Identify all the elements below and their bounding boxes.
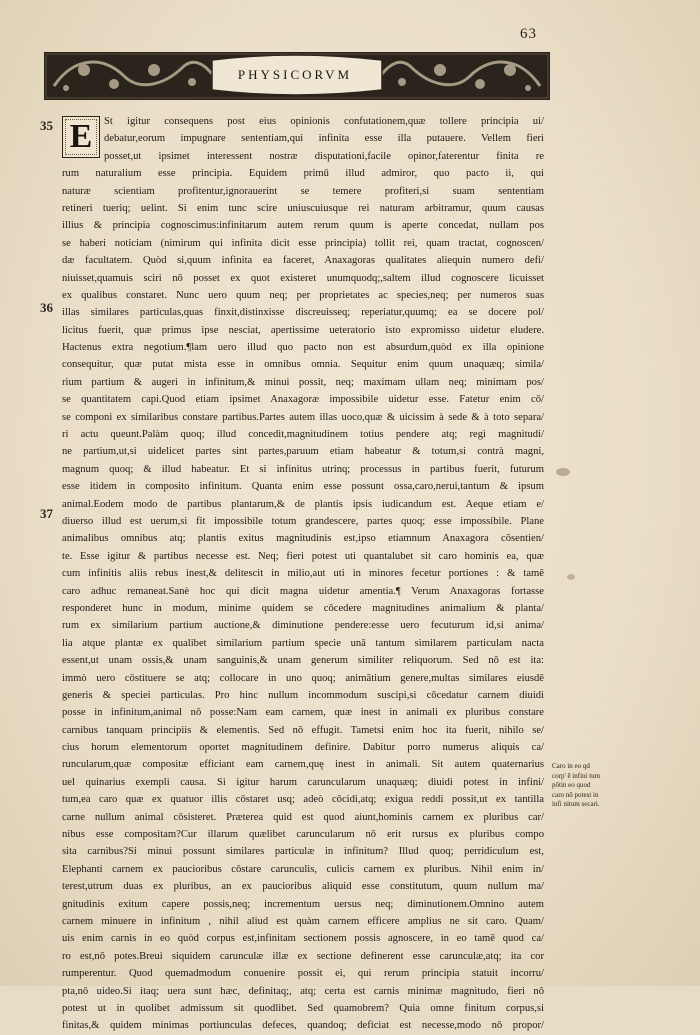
text-line: carnibus tanquam principiis & elementis. Sed nō effugit. Tametsi enim hoc ita fuerit, nihilo se/ [62,724,544,736]
text-line: tum,ea caro quæ ex quatuor illis cōstaret usq; adeò cōcidi,atq; exigua reddi possit,ut ex tantilla [62,794,544,806]
text-line: naturæ scientiam profitentur,ignorauerint se temere profiteri,si suam sententiam [62,185,544,197]
text-line: pta,nō uideo.Si itaq; uera sunt hæc, definitaq;, atq; certa est carnis minimæ magnitudo, fieri nō [62,985,544,997]
text-line: ne partium,ut,si uidelicet partes sint partes,paruum etiam habeatur & totum,si contrà magni, [62,446,544,458]
text-line: St igitur consequens post eius opinionis confutationem,quæ tollere principia ui/ [104,116,544,127]
text-line: gnitudinis exitum capere possis,neq; incrementum uersus neq; diminutionem.Omnino autem [62,898,544,910]
text-line: niuisset,quamuis sciri nō posset ex quot existeret unumquodq;,saltem illud cognoscere licuisset [62,272,544,284]
text-line: carnem minuere in infinitum , nihil aliud est quàm carnem efficere amplius ne sit caro. Quam/ [62,915,544,927]
text-line: magnum quoq; & illud habeatur. Et si infinitus utrinq; processus in partibus fuerit, futurum [62,463,544,475]
text-line: animal.Eodem modo de partibus plantarum,& de plantis ipsis iudicandum est. Aeque etiam e/ [62,498,544,510]
text-line: ro est,nō potes.Breui siquidem carunculæ illæ ex sectione definerent esse carunculæ,atq; ita cor [62,950,544,962]
ornamental-header-band [44,46,550,106]
text-line: illas similares particulas,quas finxit,distinxisse discreuisseq; reperiatur,quumq; ea se docere pol/ [62,307,544,319]
marginal-note: Caro in eo qd corp' ê infini tum pōtin eo quod caro nō potest in infi nitum secari. [552,762,601,808]
text-line: uel quinarius exempli causa. Si igitur harum caruncularum unaquæq; diuidi potest in infini/ [62,776,544,788]
paper-stain [556,468,570,476]
text-line: debatur,eorum impugnare sententiam,qui infinita esse illa putauere. Vellem fieri [104,133,544,145]
text-line: ri actu queunt.Palàm quoq; illud concedit,magnitudinem totius pendere atq; regi magnitudi/ [62,429,544,441]
text-line: potest ut in quolibet admissum sit quodlibet. Sed quamobrem? Quia omne finitum corpus,si [62,1002,544,1014]
text-line: rum naturalium esse principia. Equidem primū illud admiror, quo pacto ii, qui [62,168,544,180]
text-line: rumperentur. Quod quemadmodum conuenire possit ei, qui rerum principia statuit incorru/ [62,968,544,980]
text-line: posset,ut ipsimet interessent nostræ disputationi,facile opinor,faterentur finita re [104,150,544,162]
running-header-title: PHYSICORVM [237,67,353,82]
page-number: 63 [520,26,537,42]
text-line: nibus esse compositam?Cur illarum quælibet caruncularum nō erit rursus ex pluribus compo [62,829,544,841]
text-line: retineri tueriq; uelint. Si enim tunc scire uniuscuiusque rei naturam arbitramur, quum causas [62,202,544,214]
text-line: carne nullum animal cōsisteret. Præterea quid est quod aiunt,hominis carnem ex pluribus car/ [62,811,544,823]
margin-section-number: 37 [40,506,53,521]
text-line: se quantitatem capi.Quod etiam ipsimet Anaxagoræ impossibile uidetur esse. Fatetur enim cō/ [62,394,544,406]
paper-stain [567,574,575,580]
text-line: caro adhuc remaneat.Sanè hoc qui dicit magna uidetur amentia.¶ Verum Anaxagoras fortasse [62,585,544,597]
margin-section-number: 35 [40,118,53,133]
text-line: consequitur, quæ putat mista esse in omnibus omnia. Sequitur enim quum unaquæq; simila/ [62,359,544,371]
text-line: ex qualibus constaret. Nunc uero quum neq; per proprietates ac species,neq; per numeros suas [62,289,544,301]
text-line: rum ex similarium partium auctione,& diminutione pendere:esse uero fecuturum id,si anima/ [62,620,544,632]
text-line: esse itidem in composito infinitum. Quanta enim esse possunt ossa,caro,nerui,tantum & ipsum [62,481,544,493]
text-line: Hactenus extra negotium.¶lam uero illud quo pacto non est absurdum,quòd ex illa opinione [62,342,544,354]
text-line: diuerso illud est uerum,si fit impossibile totum grandescere, partes quoq; esse impossibile. Plane [62,515,544,527]
text-line: te. Esse igitur & partibus necesse est. Neq; fieri potest uti quantalubet sit caro hominis ea, quæ [62,550,544,562]
text-line: immò uero cōstituere se atq; collocare in uno quoq; animātium genere,multas similares eiusdē [62,672,544,684]
text-line: animalibus omnibus atq; plantis exitus magnitudinis est,ipso etiamnum Anaxagora cōsentien/ [62,533,544,545]
text-line: illius & principia cognoscimus:infinitarum autem rerum quum is aperte concedat, nullam pos [62,220,544,232]
text-line: responderet hunc in modum, minime quidem se cōcedere magnitudines animalium & planta/ [62,602,544,614]
decorated-initial-letter: E [62,116,100,158]
text-line: cum infinitis aliis rebus inest,& delitescit in milio,aut uti in minores fecetur portiones : & tamē [62,568,544,580]
margin-section-number: 36 [40,300,53,315]
text-line: sita carnibus?Si minui possunt similares particulæ in infinitum? Illud quoq; perridiculum est, [62,846,544,858]
text-line: Elephanti carnem ex paucioribus cōstare carunculis, culicis carnem ex pluribus. Nihil enim in/ [62,863,544,875]
text-line: lia atque plantæ ex qualibet similarium partium specie unā tantum similarem particulam nacta [62,637,544,649]
text-line: se haberi noticiam (nimirum qui infinita dicit esse principia) tollit rei, quam tractat, cognoscen/ [62,237,544,249]
text-line: terest,utrum duas ex pluribus, an ex paucioribus aliquid esse constitutum, quum nullum ma/ [62,881,544,893]
text-line: finitas,& quidem minimas portiunculas defeces, quandoq; deficiat est necesse,modo nō propor/ [62,1020,544,1032]
text-line: licitus fuerit, quæ primus ipse nesciat, apertissime ueteratorio isto expromisso uidetur eludere. [62,324,544,336]
text-line: essent,ut unam ossis,& unam sanguinis,& unam generum similiter reliquorum. Sed nō est ita: [62,655,544,667]
text-line: posse in infinitum,animal nō posse:Nam eam carnem, quæ inest in animali ex pluribus constare [62,707,544,719]
text-line: generis & speciei particulas. Pro hinc nullum incommodum suscipi,si cōcedatur carnem diuidi [62,689,544,701]
text-line: runcularum,quæ compositæ efficiant eam carnem,quę inest in animali. Sit autem quaternarius [62,759,544,771]
text-line: cius horum elementorum oportet magnitudinem definire. Dabitur porro numerus aliquis ca/ [62,742,544,754]
text-line: rium partium & augeri in infinitum,& minui possit, neq; maximam ullam neq; minimam pos/ [62,376,544,388]
text-line: uis enim carnis in eo quòd corpus est,infinitam sectionem possis agnoscere, in eo tamē quod ca/ [62,933,544,945]
body-text [62,113,544,1035]
text-line: se componi ex similaribus constare partibus.Partes autem illas uoco,quæ & uicissim à sede & à toto separa/ [62,411,544,423]
text-line: dæ facultatem. Quòd si,quum infinita ea faceret, Anaxagoras qualitates aliequin numero defi/ [62,255,544,267]
